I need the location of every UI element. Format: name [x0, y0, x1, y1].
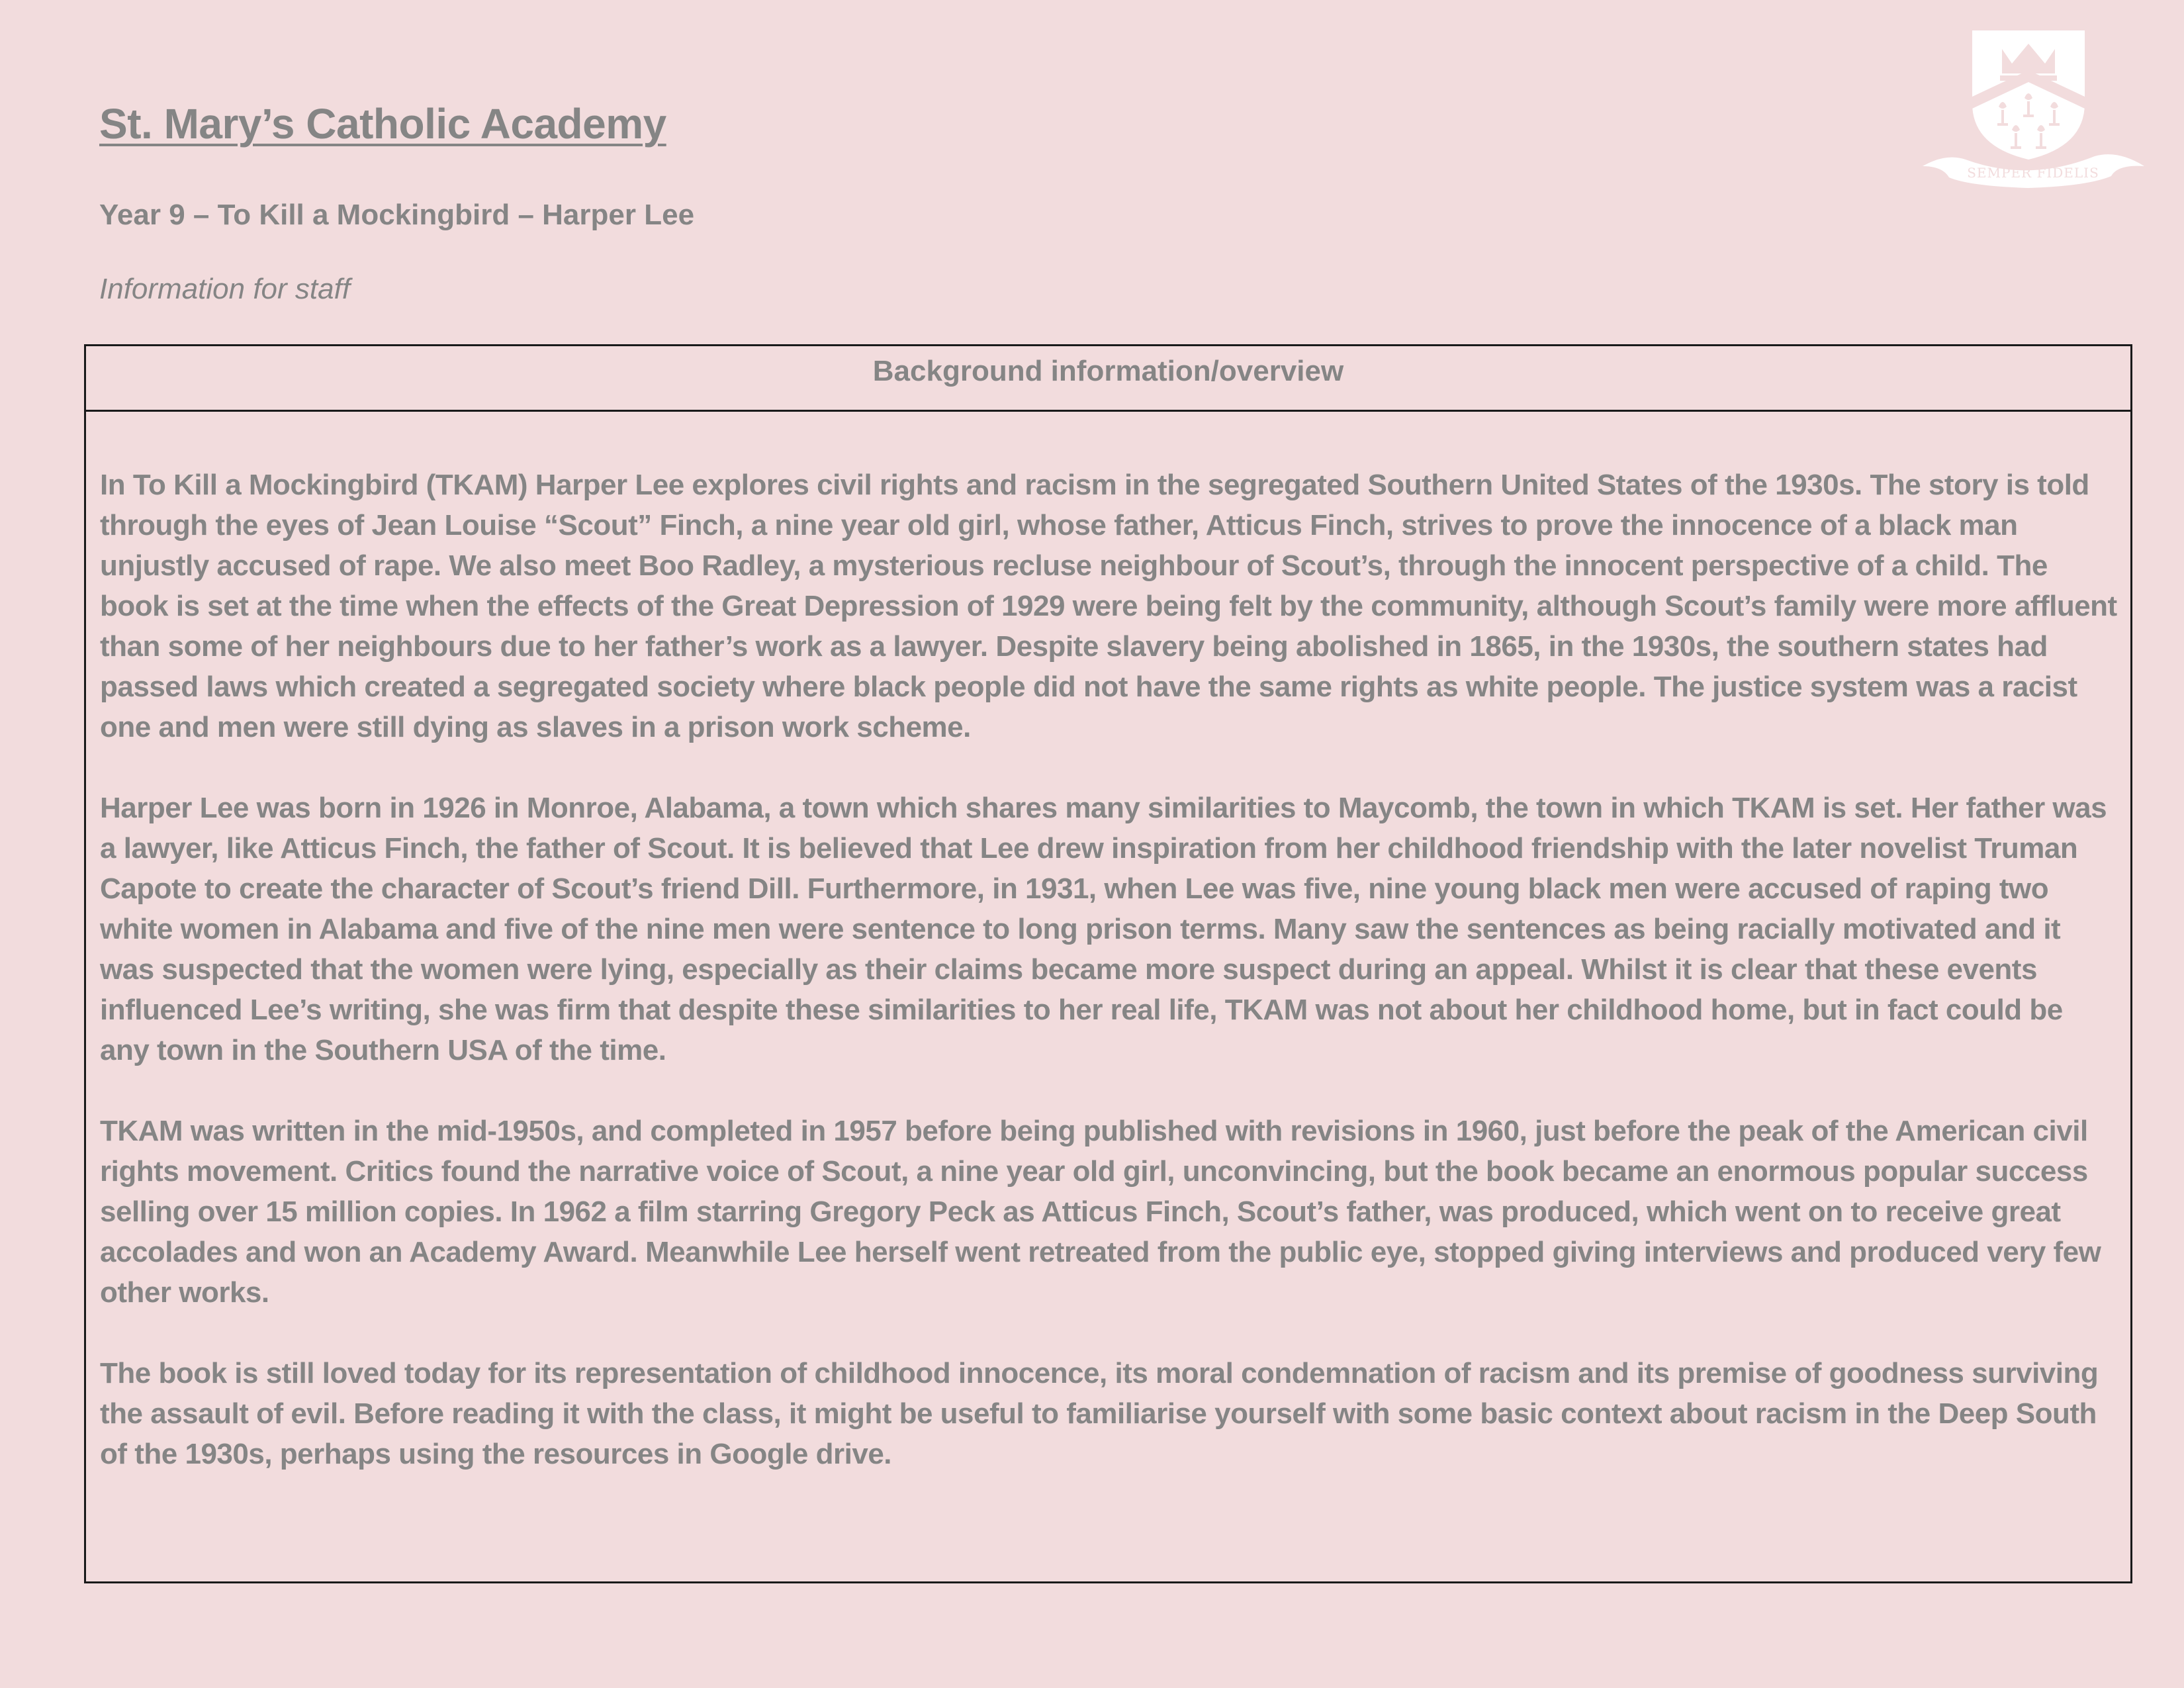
- audience-label: Information for staff: [99, 273, 351, 305]
- overview-paragraph: In To Kill a Mockingbird (TKAM) Harper Lee explores civil rights and racism in the segregated Southern United States of the 1930s. The story is told through the eyes of Jean Louise “Scout” Finch, a nine year old girl, whose father, Atticus Finch, strives to prove the innocence of a black man unjustly accused of rape. We also meet Boo Radley, a mysterious recluse neighbour of Scout’s, through the innocent perspective of a child. The book is set at the time when the effects of the Great Depression of 1929 were being felt by the community, although Scout’s family were more affluent than some of her neighbours due to her father’s work as a lawyer. Despite slavery being abolished in 1865, in the 1930s, the southern states had passed laws which created a segregated society where black people did not have the same rights as white people. The justice system was a racist one and men were still dying as slaves in a prison work scheme.: [100, 469, 2117, 743]
- document-subtitle: Year 9 – To Kill a Mockingbird – Harper Lee: [99, 199, 695, 231]
- school-title: St. Mary’s Catholic Academy: [99, 100, 666, 148]
- author-paragraph: Harper Lee was born in 1926 in Monroe, Alabama, a town which shares many similarities to Maycomb, the town in which TKAM is set. Her father was a lawyer, like Atticus Finch, the father of Scout. It is believed that Lee drew inspiration from her childhood friendship with the later novelist Truman Capote to create the character of Scout’s friend Dill. Furthermore, in 1931, when Lee was five, nine young black men were accused of raping two white women in Alabama and five of the nine men were sentence to long prison terms. Many saw the sentences as being racially motivated and it was suspected that the women were lying, especially as their claims became more suspect during an appeal. Whilst it is clear that these events influenced Lee’s writing, she was firm that despite these similarities to her real life, TKAM was not about her childhood home, but in fact could be any town in the Southern USA of the time.: [100, 792, 2107, 1066]
- background-info-table: [84, 344, 2132, 1583]
- school-crest-logo: [1919, 24, 2148, 189]
- publication-paragraph: TKAM was written in the mid-1950s, and completed in 1957 before being published with revisions in 1960, just before the peak of the American civil rights movement. Critics found the narrative voice of Scout, a nine year old girl, unconvincing, but the book became an enormous popular success selling over 15 million copies. In 1962 a film starring Gregory Peck as Atticus Finch, Scout’s father, was produced, which went on to receive great accolades and won an Academy Award. Meanwhile Lee herself went retreated from the public eye, stopped giving interviews and produced very few other works.: [100, 1115, 2101, 1309]
- table-body: [86, 412, 2130, 1474]
- crest-motto: SEMPER FIDELIS: [1967, 165, 2099, 181]
- table-heading: Background information/overview: [86, 346, 2130, 412]
- teaching-paragraph: The book is still loved today for its representation of childhood innocence, its moral condemnation of racism and its premise of goodness surviving the assault of evil. Before reading it with the class, it might be useful to familiarise yourself with some basic context about racism in the Deep South of the 1930s, perhaps using the resources in Google drive.: [100, 1357, 2099, 1470]
